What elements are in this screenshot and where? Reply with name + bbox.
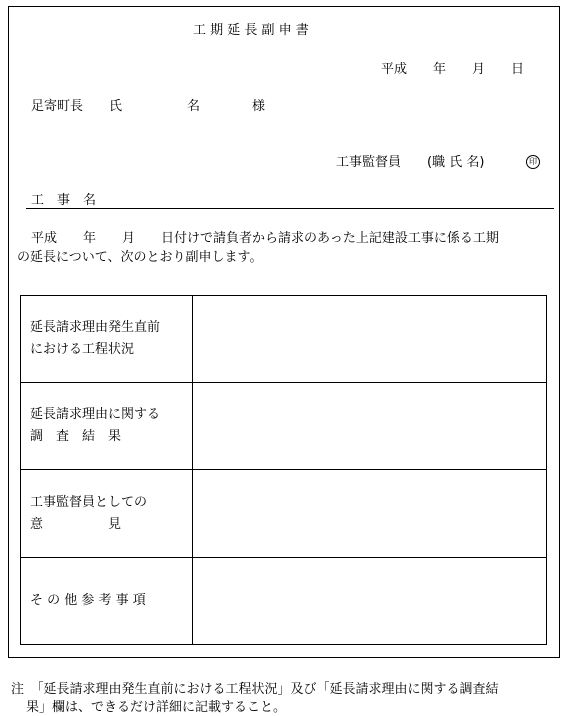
supervisor-line: 工事監督員 (職 氏 名) <box>336 155 485 170</box>
row-value-progress[interactable] <box>193 296 547 383</box>
document-title: 工 期 延 長 副 申 書 <box>193 23 309 38</box>
row-label-line: における工程状況 <box>30 342 135 357</box>
work-name-underline <box>26 208 554 209</box>
row-label-line: 延長請求理由に関する <box>30 407 161 422</box>
body-text-line2: の延長について、次のとおり副申します。 <box>17 250 263 265</box>
work-name-label: 工 事 名 <box>31 193 97 208</box>
addressee: 足寄町長 氏 名 様 <box>31 99 266 114</box>
table-row <box>21 470 547 558</box>
table-row <box>21 558 547 645</box>
date-line: 平成 年 月 日 <box>381 62 525 77</box>
row-value-investigation[interactable] <box>193 383 547 470</box>
row-label-line: 工事監督員としての <box>30 494 148 510</box>
table-row <box>21 296 547 383</box>
row-value-opinion[interactable] <box>193 470 547 558</box>
row-value-other[interactable] <box>193 558 547 645</box>
row-label-progress <box>21 296 193 383</box>
row-label-other <box>21 558 193 645</box>
note-line2: 果」欄は、できるだけ詳細に記載すること。 <box>26 700 287 715</box>
request-table <box>20 295 547 645</box>
seal-mark: 印 <box>526 155 540 169</box>
row-label-line: 延長請求理由発生直前 <box>30 320 161 335</box>
row-label-investigation <box>21 383 193 470</box>
row-label-line: そ の 他 参 考 事 項 <box>30 593 146 608</box>
row-label-line: 調 査 結 果 <box>30 429 122 444</box>
row-label-line: 意 見 <box>30 516 122 532</box>
table-row <box>21 383 547 470</box>
note-line1: 注 「延長請求理由発生直前における工程状況」及び「延長請求理由に関する調査結 <box>11 682 499 697</box>
body-text-line1: 平成 年 月 日付けで請負者から請求のあった上記建設工事に係る工期 <box>31 231 499 246</box>
row-label-opinion <box>21 470 193 558</box>
